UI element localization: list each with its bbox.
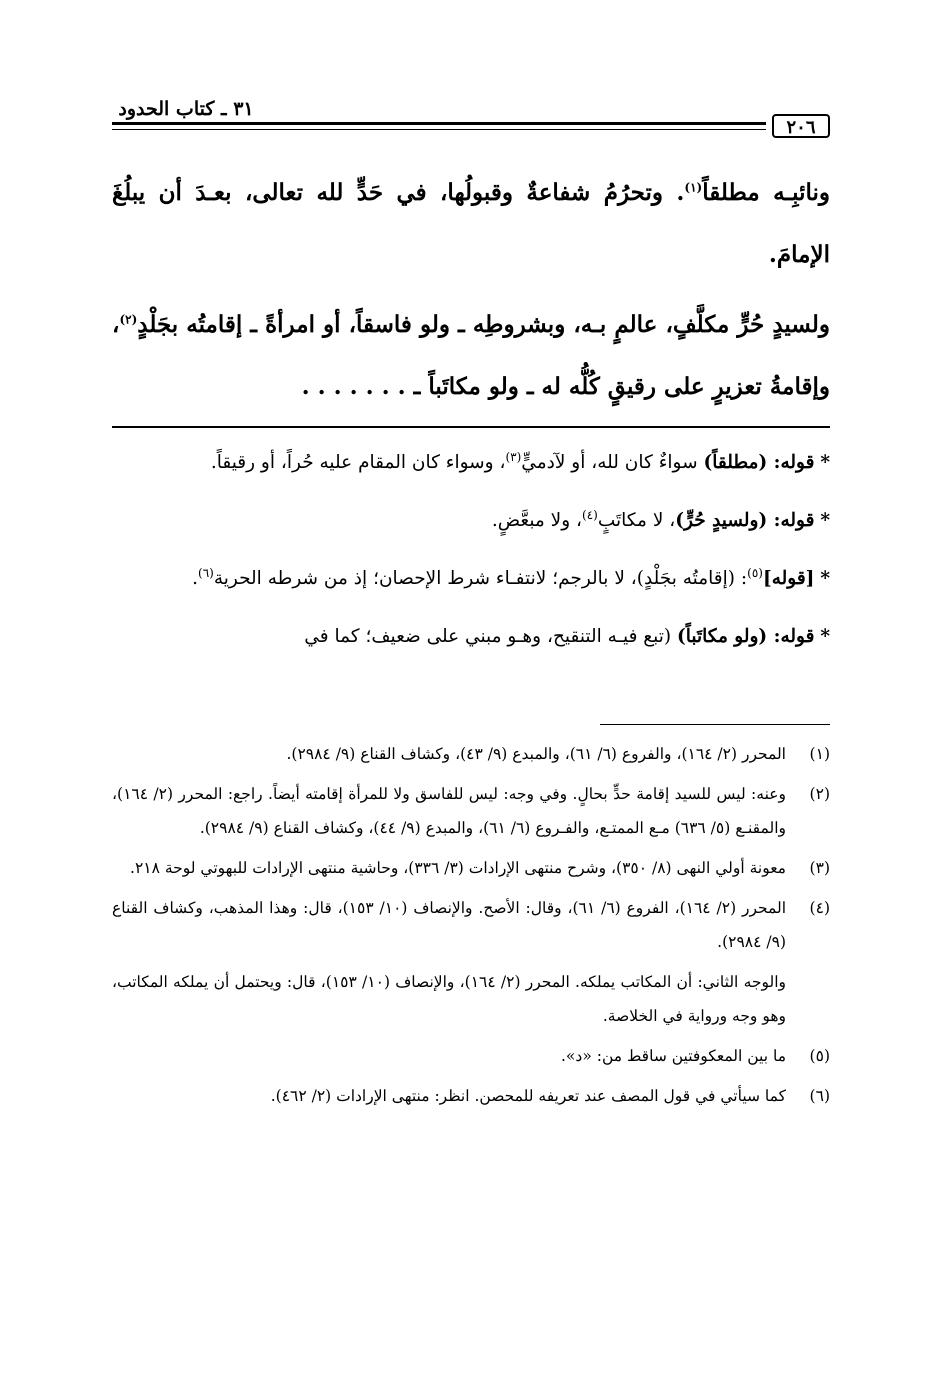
footnote-marker: (٢) <box>119 312 138 327</box>
footnote-number: (٦) <box>809 1087 830 1105</box>
footnote-body <box>112 777 786 845</box>
footnote-text: معونة أولي النهى (٨/ ٣٥٠)، وشرح منتهى الإرادات (٣/ ٣٣٦)، وحاشية منتهى الإرادات للبهوتي لوحة ٢١٨. <box>130 859 786 877</box>
commentary-lead: قوله: (ولسيدٍ حُرٍّ) <box>675 510 815 531</box>
footnotes <box>112 737 830 1113</box>
commentary-paragraph <box>112 496 830 546</box>
main-text-segment: . وتحرُمُ شفاعةٌ وقبولُها، في حَدٍّ لله تعالى، بعـدَ أن يبلُغَ الإمامَ. <box>112 179 830 268</box>
main-paragraph <box>112 162 830 286</box>
commentary-text: : (إقامتُه بجَلْدٍ)، لا بالرجم؛ لانتفـاء شرط الإحصان؛ إذ من شرطه الحرية <box>213 568 748 589</box>
footnote <box>112 777 830 845</box>
commentary-paragraph <box>112 438 830 488</box>
footnote <box>112 737 830 771</box>
footnote-marker: (١) <box>684 180 703 195</box>
footnote-number: (١) <box>809 745 830 763</box>
footnote-body <box>112 1079 786 1113</box>
commentary-text: سواءٌ كان لله، أو لآدميٍّ <box>521 452 704 473</box>
commentary-paragraph <box>112 554 830 604</box>
footnote <box>112 891 830 1033</box>
star-marker: * <box>820 510 830 531</box>
running-title: ٣١ ـ كتاب الحدود <box>118 98 254 120</box>
main-paragraph <box>112 294 830 418</box>
footnote-text: كما سيأتي في قول المصف عند تعريفه للمحصن. انظر: منتهى الإرادات (٢/ ٤٦٢). <box>270 1087 786 1105</box>
commentary-lead: قوله: (ولو مكاتَباً) <box>676 626 815 647</box>
commentary-text: ، وسواء كان المقام عليه حُراً، أو رقيقاً. <box>210 452 506 473</box>
star-marker: * <box>820 626 830 647</box>
footnote-marker: (٥) <box>747 565 763 580</box>
footnote-number: (٣) <box>809 859 830 877</box>
commentary-lead: قوله: (مطلقاً) <box>703 452 815 473</box>
header-rule <box>112 122 766 130</box>
footnote <box>112 851 830 885</box>
book-page <box>112 88 830 1119</box>
footnote-text: وعنه: ليس للسيد إقامة حدٍّ بحالٍ. وفي وجه: ليس للفاسق ولا للمرأة إقامته أيضاً. راجع: المحرر (٢/ ١٦٤)، والمقنـع (٥/ ٦٣٦) مـع الممتـع، والفـروع (٦/ ٦١)، والمبدع (٩/ ٤٤)، وكشاف القناع (٩/ ٢٩٨٤). <box>112 785 786 837</box>
commentary-text: . <box>192 568 198 589</box>
footnote-body <box>112 1039 786 1073</box>
page-number-box: ٢٠٦ <box>772 114 830 138</box>
footnote-text: والوجه الثاني: أن المكاتب يملكه. المحرر (٢/ ١٦٤)، والإنصاف (١٠/ ١٥٣)، قال: ويحتمل أن يملكه المكاتب، وهو وجه ورواية في الخلاصة. <box>112 973 786 1025</box>
footnote <box>112 1039 830 1073</box>
footnote-divider <box>600 724 830 725</box>
commentary <box>112 438 830 662</box>
footnote-number: (٤) <box>809 899 830 917</box>
commentary-lead: [قوله] <box>762 568 815 589</box>
footnote-marker: (٤) <box>582 507 598 522</box>
footnote-marker: (٦) <box>198 565 214 580</box>
footnote-number: (٥) <box>809 1047 830 1065</box>
main-text-segment: ولسيدٍ حُرٍّ مكلَّفٍ، عالمٍ بـه، وبشروطِه ـ ولو فاسقاً، أو امرأةً ـ إقامتُه بجَلْدٍ <box>137 311 830 338</box>
commentary-text: (تبع فيـه التنقيح، وهـو مبني على ضعيف؛ كما في <box>304 626 677 647</box>
main-text <box>112 162 830 418</box>
main-text-divider <box>112 426 830 428</box>
commentary-paragraph <box>112 612 830 662</box>
commentary-text: ، لا مكاتَبٍ <box>597 510 676 531</box>
footnote-text: المحرر (٢/ ١٦٤)، الفروع (٦/ ٦١)، وقال: الأصح. والإنصاف (١٠/ ١٥٣)، قال: وهذا المذهب، وكشاف القناع (٩/ ٢٩٨٤). <box>112 899 787 951</box>
footnote-body <box>112 737 786 771</box>
footnote-text: ما بين المعكوفتين ساقط من: «د». <box>561 1047 786 1065</box>
footnote-text: المحرر (٢/ ١٦٤)، والفروع (٦/ ٦١)، والمبدع (٩/ ٤٣)، وكشاف القناع (٩/ ٢٩٨٤). <box>286 745 786 763</box>
footnote-number: (٢) <box>809 785 830 803</box>
footnote <box>112 1079 830 1113</box>
star-marker: * <box>820 568 830 589</box>
footnote-body <box>112 891 786 1033</box>
main-text-segment: ونائبِـه مطلقاً <box>702 179 830 206</box>
star-marker: * <box>820 452 830 473</box>
page-header <box>112 88 830 146</box>
footnote-marker: (٣) <box>505 449 522 464</box>
main-text-segment: ، وإقامةُ تعزيرٍ على رقيقٍ كُلُّه له ـ ولو مكاتَباً ـ . . . . . . . <box>112 311 830 400</box>
footnote-body <box>112 851 786 885</box>
commentary-text: ، ولا مبعَّضٍ. <box>491 510 583 531</box>
